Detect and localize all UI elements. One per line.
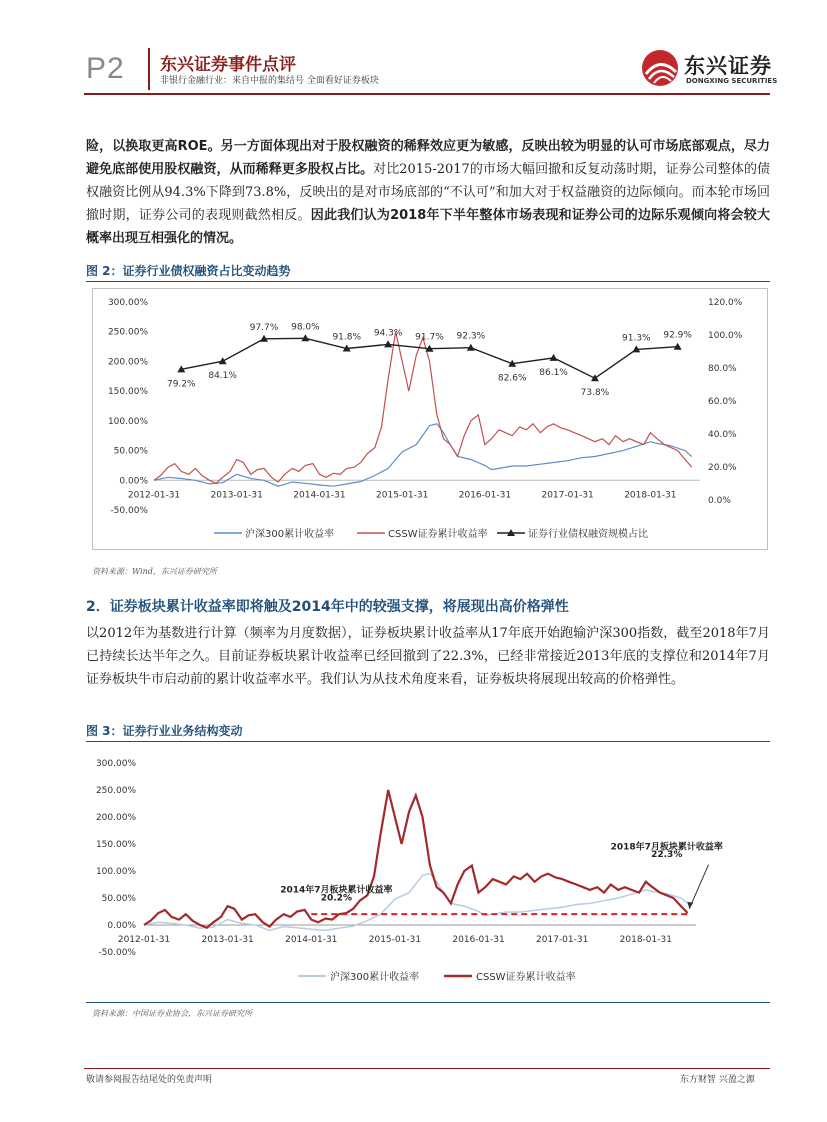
chart-2-left-tick-label: 0.00%	[119, 476, 148, 487]
chart-3-x-tick-label: 2015-01-31	[368, 935, 422, 945]
chart-3-series-cssw-line	[144, 790, 688, 928]
chart-2-right-tick-label: 0.0%	[708, 496, 731, 506]
chart-3-x-tick-label: 2013-01-31	[201, 935, 254, 945]
chart-2-left-tick-label: 300.00%	[107, 298, 148, 308]
chart-3-x-tick-label: 2017-01-31	[536, 935, 589, 945]
chart-3-left-tick-label: 250.00%	[95, 786, 136, 796]
chart-3-x-tick-label: 2018-01-31	[619, 935, 672, 945]
chart-2-x-tick-label: 2016-01-31	[458, 490, 512, 501]
chart-2-debt-data-label: 79.2%	[167, 379, 196, 390]
chart-3-left-tick-label: 0.00%	[107, 921, 136, 931]
chart-3-left-tick-label: 100.00%	[95, 867, 136, 877]
figure-2-rule	[86, 281, 770, 282]
chart-2-debt-data-label: 91.7%	[415, 332, 444, 343]
chart-3-left-tick-label: -50.00%	[98, 948, 136, 958]
footer-disclaimer: 敬请参阅报告结尾处的免责声明	[86, 1075, 213, 1085]
chart-2-debt-data-label: 92.9%	[663, 330, 692, 341]
chart-3-left-tick-label: 200.00%	[95, 813, 136, 823]
chart-2-legend-debt: 证券行业债权融资规模占比	[528, 529, 648, 540]
chart-2-left-tick-label: 250.00%	[107, 327, 148, 338]
chart-2-legend-cssw: CSSW证券累计收益率	[388, 529, 488, 540]
chart-2-debt-data-label: 94.3%	[373, 328, 403, 339]
chart-3-left-tick-label: 150.00%	[95, 840, 136, 850]
chart-3-legend-hs300: 沪深300累计收益率	[330, 972, 420, 983]
chart-2-frame	[93, 289, 768, 550]
chart-2-left-tick-label: -50.00%	[110, 506, 148, 516]
chart-3-left-tick-label: 50.00%	[101, 894, 136, 904]
chart-3-annotation-arrow	[689, 865, 708, 909]
figure-2-chart	[92, 288, 768, 550]
figure-2-source: 资料来源：Wind，东兴证券研究所	[92, 567, 217, 576]
chart-2-right-tick-label: 60.0%	[708, 397, 737, 407]
chart-2-debt-data-label: 91.3%	[622, 333, 651, 344]
chart-2-right-tick-label: 20.0%	[708, 463, 737, 473]
logo-mark-icon	[640, 46, 684, 90]
report-subtitle: 非银行金融行业：来自中报的集结号 全面看好证券板块	[160, 76, 379, 86]
chart-2-debt-data-label: 91.8%	[332, 332, 362, 343]
chart-3-left-tick-label: 300.00%	[95, 759, 136, 769]
footer-slogan: 东方财智 兴盈之源	[680, 1075, 755, 1085]
logo-text: 东兴证券	[684, 54, 772, 78]
chart-2-right-tick-label: 80.0%	[708, 364, 737, 374]
chart-3-annotation-2018-label: 2018年7月板块累计收益率	[610, 842, 723, 853]
chart-2-x-tick-label: 2013-01-31	[210, 490, 263, 501]
paragraph-1-bold-b: 因此我们认为2018年下半年整体市场表现和证券公司的边际乐观倾向将会较大概率出现互相强化的情况。	[86, 208, 770, 246]
body-paragraph-1	[86, 135, 770, 250]
chart-2-right-tick-label: 120.0%	[708, 298, 743, 308]
paragraph-1-normal: 对比2015-2017的市场大幅回撤和反复动荡时期，证券公司整体的债权融资比例从94.3%下降到73.8%，反映出的是对市场底部的“不认可”和加大对于权益融资的边际倾向。而本轮市场回撤时期，证券公司的表现则截然相反。	[86, 162, 770, 223]
chart-2-debt-data-label: 97.7%	[249, 322, 279, 333]
figure-3-chart	[86, 748, 770, 998]
chart-3-x-tick-label: 2012-01-31	[117, 935, 171, 945]
chart-3-legend-cssw: CSSW证券累计收益率	[476, 972, 576, 983]
chart-3-series-hs300-line	[144, 874, 688, 931]
brand-logo	[640, 46, 780, 92]
chart-2-x-tick-label: 2018-01-31	[624, 490, 677, 501]
report-title: 东兴证券事件点评	[160, 55, 296, 75]
page-number: P2	[86, 52, 125, 85]
chart-2-x-tick-label: 2015-01-31	[376, 490, 429, 501]
chart-2-left-tick-label: 200.00%	[107, 357, 148, 368]
header-rule	[84, 93, 770, 95]
chart-2-debt-data-label: 73.8%	[580, 388, 610, 399]
chart-2-debt-data-label: 98.0%	[291, 322, 320, 333]
chart-2-right-tick-label: 100.0%	[708, 331, 743, 341]
chart-3-annotation-2014-label: 2014年7月板块累计收益率	[280, 885, 393, 896]
chart-2-left-tick-label: 150.00%	[107, 387, 148, 398]
section-2-heading: 2．证券板块累计收益率即将触及2014年中的较强支撑，将展现出高价格弹性	[86, 599, 569, 615]
chart-2-right-tick-label: 40.0%	[708, 430, 737, 440]
figure-3-rule	[86, 741, 770, 742]
chart-2-x-tick-label: 2012-01-31	[127, 490, 181, 501]
chart-2-debt-data-label: 82.6%	[497, 373, 527, 384]
chart-2-x-tick-label: 2017-01-31	[541, 490, 594, 501]
figure-2-title: 图 2：证券行业债权融资占比变动趋势	[86, 264, 291, 278]
chart-3-annotation-2014-value: 20.2%	[320, 893, 352, 904]
chart-2-x-tick-label: 2014-01-31	[293, 490, 346, 501]
logo-english: DONGXING SECURITIES	[686, 77, 778, 85]
body-paragraph-2: 以2012年为基数进行计算（频率为月度数据），证券板块累计收益率从17年底开始跑输沪深300指数，截至2018年7月已持续长达半年之久。目前证券板块累计收益率已经回撤到了22.3%，已经非常接近2013年底的支撑位和2014年7月证券板块牛市启动前的累计收益率水平。我们认为从技术角度来看，证券板块将展现出较高的价格弹性。	[86, 626, 770, 687]
chart-3-x-tick-label: 2016-01-31	[452, 935, 505, 945]
footer-rule	[84, 1068, 770, 1069]
chart-3-x-tick-label: 2014-01-31	[285, 935, 338, 945]
figure-3-title: 图 3：证券行业业务结构变动	[86, 724, 243, 738]
chart-2-left-tick-label: 100.00%	[107, 416, 148, 427]
figure-3-source: 资料来源：中国证券业协会，东兴证券研究所	[92, 1009, 252, 1018]
chart-2-legend-hs300: 沪深300累计收益率	[245, 529, 335, 540]
paragraph-1-bold-a: 险，以换取更高ROE。另一方面体现出对于股权融资的稀释效应更为敏感，反映出较为明显的认可市场底部观点，尽力避免底部使用股权融资，从而稀释更多股权占比。	[86, 139, 770, 177]
header-divider	[148, 48, 150, 90]
chart-3-annotation-2018-value: 22.3%	[651, 849, 683, 860]
chart-2-debt-data-label: 84.1%	[208, 371, 237, 382]
chart-2-left-tick-label: 50.00%	[113, 446, 148, 457]
figure-3-bottom-rule	[86, 1002, 770, 1003]
chart-2-debt-data-label: 92.3%	[456, 331, 486, 342]
chart-2-debt-data-label: 86.1%	[539, 367, 568, 378]
